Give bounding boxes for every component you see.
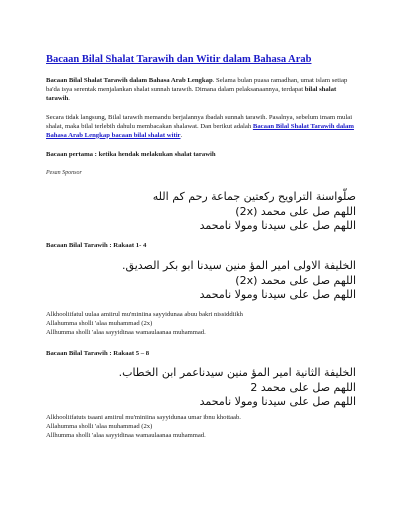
section-3-arabic: [46, 366, 356, 410]
page-title-link[interactable]: Bacaan Bilal Shalat Tarawih dan Witir dalam Bahasa Arab: [46, 54, 312, 65]
section-3-latin: [46, 414, 356, 441]
second-paragraph-end: .: [180, 131, 183, 139]
arabic-line: صلّواسنة التراويح ركعتين جماعة رحم كم الله: [152, 190, 356, 203]
section-2-latin: [46, 311, 356, 338]
sponsor-label: Pesan Sponsor: [46, 170, 82, 176]
arabic-line: اللهم صل على سيدنا ومولا نامحمد: [199, 395, 356, 408]
arabic-line: اللهم صل على سيدنا ومولا نامحمد: [199, 288, 356, 301]
intro-bold-keyword: bilal shalat tarawih: [46, 85, 337, 102]
latin-line: Allhumma sholli 'alaa sayyidinaa wamaulaanaa muhammad.: [46, 328, 206, 336]
section-2-arabic: [46, 259, 356, 303]
arabic-line: اللهم صل على محمد (2x): [235, 273, 356, 287]
latin-line: Allahumma sholli 'alaa muhammad (2x): [46, 319, 153, 327]
intro-paragraph: [46, 77, 356, 104]
intro-bold-lead: Bacaan Bilal Shalat Tarawih dalam Bahasa Arab Lengkap: [46, 77, 213, 84]
arabic-line: الخليفة الاولى امير المؤ منين سيدنا ابو بكر الصديق.: [122, 259, 356, 272]
arabic-line: الخليفة الثانية امير المؤ منين سيدناعمر ابن الخطاب.: [118, 366, 356, 379]
arabic-line: اللهم صل على محمد (2x): [235, 204, 356, 218]
second-paragraph: [46, 114, 356, 141]
article-link[interactable]: Bacaan Bilal Shalat Tarawih dalam Bahasa Arab Lengkap bacaan bilal shalat witir: [46, 122, 354, 139]
latin-line: Allahumma sholli 'alaa muhammad (2x): [46, 422, 153, 430]
latin-line: Alkhooliifatul uulaa amiirul mu'miniina sayyidunaa abuu bakri nissiddiikh: [46, 311, 243, 318]
arabic-line: اللهم صل على سيدنا ومولا نامحمد: [199, 219, 356, 232]
intro-end: .: [68, 94, 70, 102]
latin-line: Allhumma sholli 'alaa sayyidinaa wamaulaanaa muhammad.: [46, 431, 206, 439]
section-1-arabic: [46, 190, 356, 234]
intro-text: . Selama bulan puasa ramadhan, umat islam setiap ba'da isya serentak menjalankan shalat sunnah tarawih. Dimana dalam pelaksanaannya, terdapat: [46, 77, 348, 93]
section-2-heading: Bacaan Bilal Tarawih : Rakaat 1- 4: [46, 242, 147, 249]
second-paragraph-text: Secara tidak langsung, Bilal tarawih memandu berjalannya ibadah sunnah tarawih. Pasalnya, sebelum imam mulai shalat, maka bilal terlebih dahulu membacakan shalawat. Dan berikut adalah: [46, 114, 353, 130]
latin-line: Alkhooliifatuts tsaani amiirul mu'miniina sayyidunaa umar ibnu khottaab.: [46, 414, 241, 421]
section-3-heading: Bacaan Bilal Tarawih : Rakaat 5 – 8: [46, 350, 150, 357]
section-1-heading: Bacaan pertama : ketika hendak melakukan shalat tarawih: [46, 151, 216, 158]
arabic-line: اللهم صل على محمد 2: [250, 380, 356, 394]
